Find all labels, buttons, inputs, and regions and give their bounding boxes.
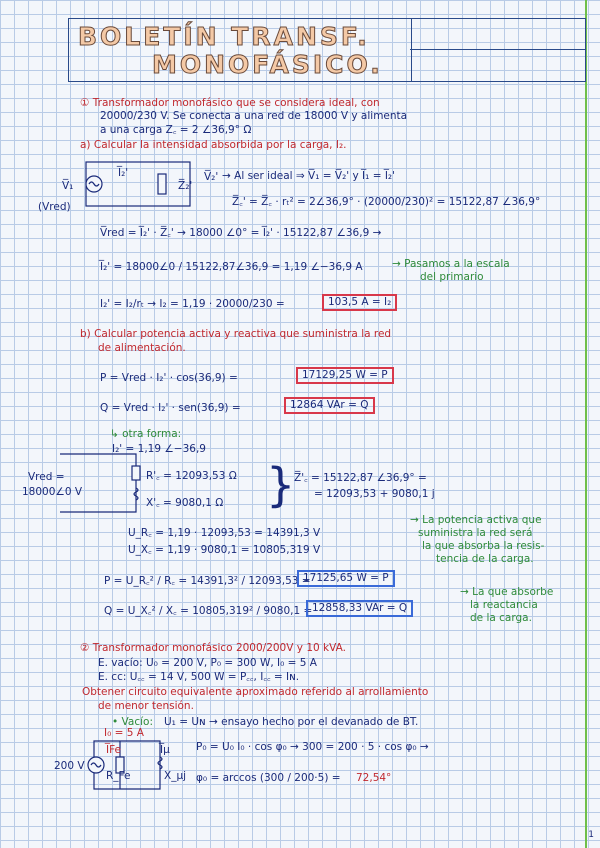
problem1-eq-i2: I₂' = I₂/rₜ → I₂ = 1,19 · 20000/230 = [100,298,285,310]
result-p: 17129,25 W = P [302,369,388,381]
circuit3-i0-label: I₀ = 5 A [104,727,144,739]
problem1-eq-vred: V̅red = I̅₂' · Z̅꜀' → 18000 ∠0° = I̅₂' · 15122,87 ∠36,9 → [100,227,382,239]
circuit1-v2-label: V̅₂' [204,171,219,183]
circuit3-rfe-label: R_Fe [106,770,131,782]
result-i2: 103,5 A = I₂ [328,296,392,308]
circuit3-xmu-label: X_μj [164,770,187,782]
result-box-i2 [322,294,397,311]
problem2-statement-line1: ② Transformador monofásico 2000/200V y 10 kVA. [80,642,346,654]
problem1-eq-uxc: U_X꜀ = 1,19 · 9080,1 = 10805,319 V [128,544,321,556]
problem1-other-method-label: ↳ otra forma: [110,428,182,440]
problem2-task-line2: de menor tensión. [98,700,194,712]
result-q-alt: 12858,33 VAr = Q [312,602,408,614]
problem1-eq-zc-polar: Z̅'꜀ = 15122,87 ∠36,9° = [294,472,427,484]
problem1-eq-q-alt: Q = U_X꜀² / X꜀ = 10805,319² / 9080,1 = [104,605,313,617]
problem1-eq-zc-rect: = 12093,53 + 9080,1 j [314,488,435,500]
problem1-eq-ideal: → Al ser ideal ⇒ V̅₁ = V̅₂' y I̅₁ = I̅₂' [222,170,396,182]
circuit2-xc-label: X'꜀ = 9080,1 Ω [146,497,224,509]
page-number: 1 [588,830,594,840]
problem1-part-b-line2: de alimentación. [98,342,186,354]
circuit1-z2-label: Z̅₂' [178,180,193,192]
circuit2-rc-label: R'꜀ = 12093,53 Ω [146,470,237,482]
problem1-eq-i2prime: I̅₂' = 18000∠0 / 15122,87∠36,9 = 1,19 ∠−36,9 A [100,261,363,273]
circuit2-vred-value: 18000∠0 V [22,486,83,498]
problem1-note-reactive-3: de la carga. [470,612,532,624]
result-box-p-alt [297,570,395,587]
circuit1-v1-label: V̅₁ [62,180,74,192]
problem1-note-reactive-2: la reactancia [470,599,538,611]
problem1-note-reactive-1: → La que absorbe [460,586,554,598]
circuit2-i2-label: I₂' = 1,19 ∠−36,9 [112,443,206,455]
circuit3-voltage-label: 200 V [54,760,85,772]
problem1-eq-urc: U_R꜀ = 1,19 · 12093,53 = 14391,3 V [128,527,321,539]
result-phi0: 72,54° [356,772,392,784]
problem1-note-scale-1: → Pasamos a la escala [392,258,510,270]
problem1-note-active-2: suministra la red será [418,527,533,539]
page-title-line2: MONOFÁSICO. [152,50,383,79]
circuit1-i2-label: I̅₂' [118,167,129,179]
result-box-p [296,367,394,384]
problem1-eq-p-alt: P = U_R꜀² / R꜀ = 14391,3² / 12093,53 = [104,575,311,587]
problem1-statement-line3: a una carga Z꜀ = 2 ∠36,9° Ω [100,124,252,136]
problem2-no-load-heading: • Vacío: [112,716,153,728]
circuit3-ife-label: I̅Fe [106,744,122,756]
result-q: 12864 VAr = Q [290,399,369,411]
title-side-box [410,18,586,82]
problem1-eq-p: P = Vred · I₂' · cos(36,9) = [100,372,238,384]
problem1-statement-line2: 20000/230 V. Se conecta a una red de 18000 V y alimenta [100,110,408,122]
problem1-part-a: a) Calcular la intensidad absorbida por la carga, I₂. [80,139,347,151]
page-margin-line [585,0,587,848]
circuit1-vred-label: (Vred) [38,201,71,213]
result-box-q [284,397,375,414]
circuit2-vred-label: Vred = [28,471,65,483]
circuit3-imu-label: I̅μ [160,744,170,756]
problem2-eq-p0: P₀ = U₀ I₀ · cos φ₀ → 300 = 200 · 5 · cos φ₀ → [196,741,429,753]
problem1-eq-q: Q = Vred · I₂' · sen(36,9) = [100,402,241,414]
problem1-note-active-1: → La potencia activa que [410,514,542,526]
problem1-eq-zc: Z̅꜀' = Z̅꜀ · rₜ² = 2∠36,9° · (20000/230)² = 15122,87 ∠36,9° [232,196,541,208]
problem1-note-scale-2: del primario [420,271,484,283]
problem2-no-load-note: U₁ = Uɴ → ensayo hecho por el devanado de BT. [164,716,419,728]
problem1-part-b-line1: b) Calcular potencia activa y reactiva que suministra la red [80,328,392,340]
problem1-statement-line1: ① Transformador monofásico que se considera ideal, con [80,97,380,109]
result-box-q-alt [306,600,413,617]
problem2-no-load-test: E. vacío: U₀ = 200 V, P₀ = 300 W, I₀ = 5 A [98,657,317,669]
problem2-short-circuit-test: E. cc: U꜀꜀ = 14 V, 500 W = P꜀꜀, I꜀꜀ = Iɴ. [98,671,300,683]
problem1-note-active-3: la que absorba la resis- [422,540,545,552]
brace-symbol: } [266,458,296,512]
problem1-note-active-4: tencia de la carga. [436,553,534,565]
result-p-alt: 17125,65 W = P [303,572,389,584]
problem2-task-line1: Obtener circuito equivalente aproximado referido al arrollamiento [82,686,429,698]
problem2-eq-phi0: φ₀ = arccos (300 / 200·5) = [196,772,341,784]
page-title-line1: BOLETÍN TRANSF. [78,22,370,51]
